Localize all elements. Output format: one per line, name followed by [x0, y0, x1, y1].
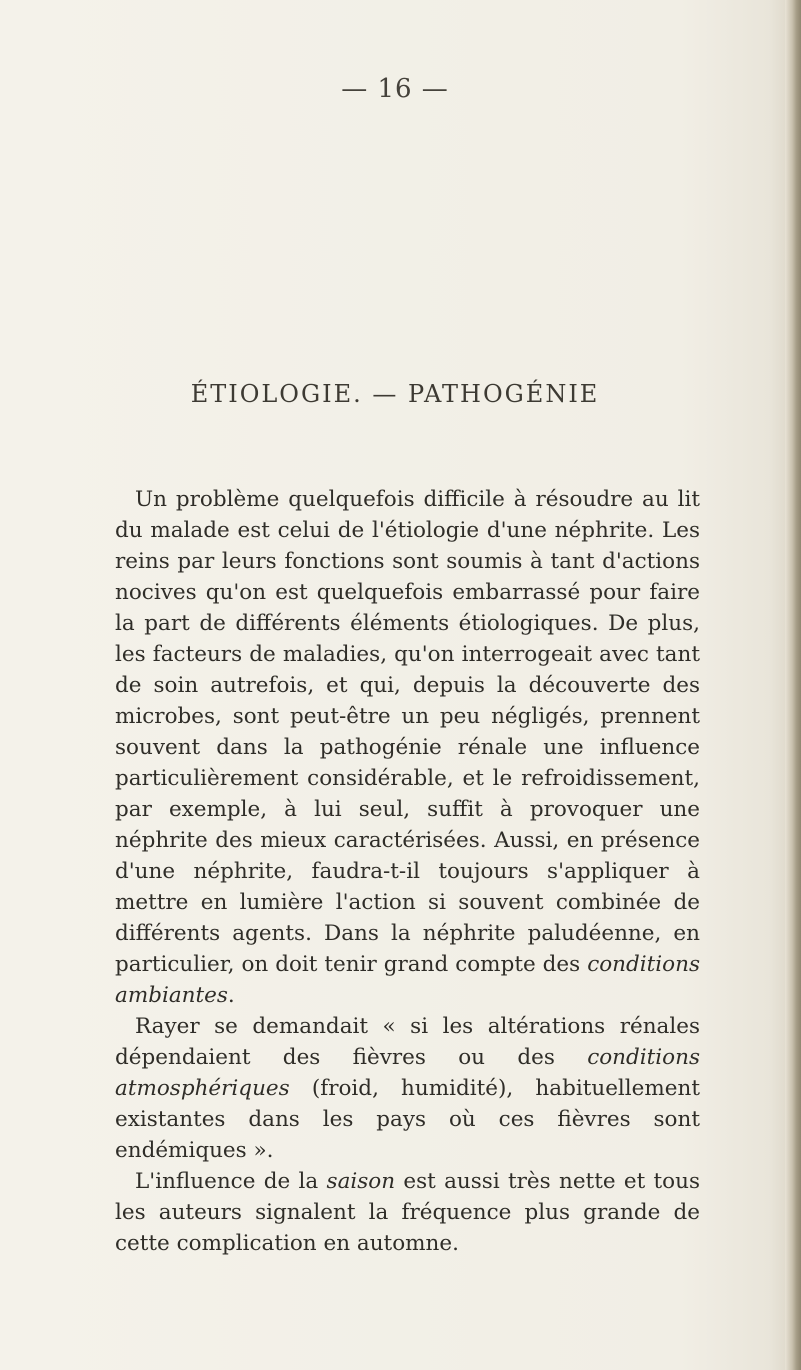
chapter-title: ÉTIOLOGIE. — PATHOGÉNIE — [190, 380, 600, 408]
paragraph-text: Rayer se demandait « si les altérations rénales dépendaient des fièvres ou des — [115, 1014, 700, 1070]
paragraph-text: Un problème quelquefois difficile à résoudre au lit du malade est celui de l'étiologie d'une néphrite. Les reins par leurs fonctions sont soumis à tant d'actions nocives qu'on est quelquefois embarrassé pour faire la part de différents éléments étiologiques. De plus, les facteurs de maladies, qu'on interrogeait avec tant de soin autrefois, et qui, depuis la découverte des microbes, sont peut-être un peu négligés, prennent souvent dans la pathogénie rénale une influence particulièrement considérable, et le refroidissement, par exemple, à lui seul, suffit à provoquer une néphrite des mieux caractérisées. Aussi, en présence d'une néphrite, faudra-t-il toujours s'appliquer à mettre en lumière l'action si souvent combinée de différents agents. Dans la néphrite paludéenne, en particulier, on doit tenir grand compte des — [115, 487, 700, 977]
emphasis-text: saison — [326, 1169, 396, 1194]
paragraph-text: L'influence de la — [135, 1169, 319, 1194]
page-edge-shadow — [785, 0, 801, 1370]
paragraph — [115, 1166, 700, 1259]
page-number: — 16 — — [341, 74, 449, 104]
emphasis-text: conditions atmosphériques — [115, 1045, 700, 1101]
paragraph-text-after: (froid, humidité), habituellement existantes dans les pays où ces fièvres sont endémiques ». — [115, 1076, 700, 1163]
emphasis-text: conditions ambiantes — [115, 952, 700, 1008]
body-text — [115, 484, 700, 1259]
paragraph — [115, 1011, 700, 1166]
paragraph-text-after: est aussi très nette et tous les auteurs signalent la fréquence plus grande de cette complication en automne. — [115, 1169, 700, 1256]
paragraph — [115, 484, 700, 1011]
paragraph-text-after: . — [227, 983, 235, 1008]
